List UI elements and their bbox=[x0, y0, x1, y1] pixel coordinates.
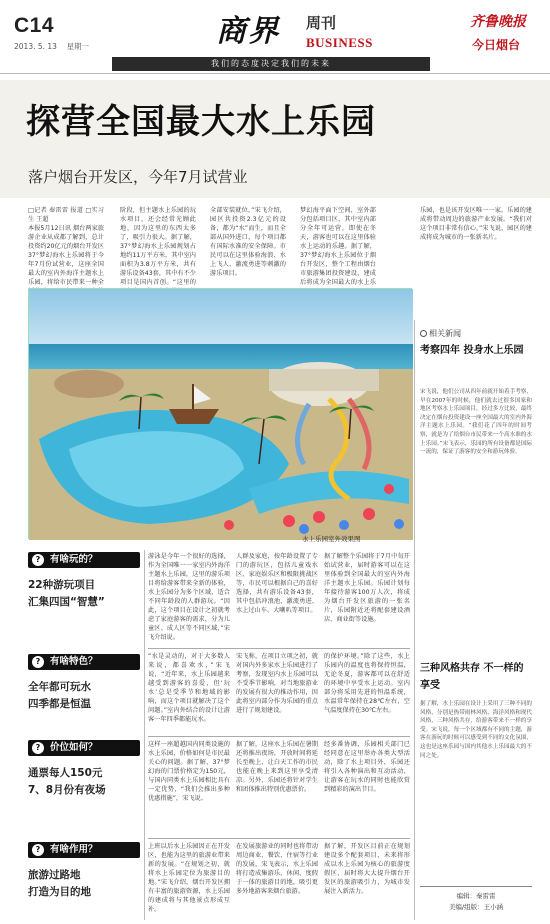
article-column-4: 梦幻海平面下空间，室外部分包括项目区，其中室内部分全年可运营，即使在冬天，游客也可以在这里体验水上运动的乐趣。据了解，37°梦幻海水上乐园位于烟台开发区，整个工程由烟台市旅游集团投资建设，建成后将成为全国最大的水上乐 bbox=[300, 207, 376, 286]
photo-caption: 水上乐园室外效果图 bbox=[302, 535, 361, 543]
section-feature-col-2: 宋飞称，在项目立项之初，就对国内外多家水上乐园进行了考察，发现室内水上乐园可以不受季节影响，对当地旅游业的发展有很大的推动作用，因此将室内部分作为乐园的重点进行了规划建设。 bbox=[236, 653, 318, 714]
section-divider bbox=[148, 838, 410, 839]
section-price-col-2: 据了解，这座水上乐园在暑期还将推出夜场，开放时间将延长至晚上，让白天工作的市民也能在晚上来到这里享受清凉。另外，乐园还将针对学生和团体推出特别优惠票价。 bbox=[236, 741, 318, 793]
qa-item-1 bbox=[28, 552, 140, 611]
water-park-illustration bbox=[29, 289, 413, 540]
qa-answer: 通票每人150元 7、8月份有夜场 bbox=[28, 767, 106, 796]
section-target-col-1: 上班以后水上乐园因正在开发区，也能为这里的旅游业带来新的发展。“在规划之初，就将水上乐园定位为旅游目的地。”宋飞介绍，烟台开发区拥有丰富的旅游资源，水上乐园的建成将与其他景点形成互补。 bbox=[148, 843, 230, 913]
edition-name: 今日烟台 bbox=[472, 38, 521, 52]
qa-answer: 旅游过路地 打造为目的地 bbox=[28, 869, 91, 898]
question-icon: ? bbox=[32, 554, 44, 566]
qa-question: ? 有啥玩的？ bbox=[28, 552, 140, 568]
sidebar-divider bbox=[414, 320, 415, 920]
qa-item-4 bbox=[28, 842, 140, 901]
article-column-3: 全部安装就位，”宋飞介绍，园区共投资2.3亿元的设备，都为“水”而生，而且全部从国外进口，每个项目都有国际水准的安全保障。市民可以在这里体验海浪、水上飞人、激流勇进等刺激的游乐项目。 bbox=[210, 207, 286, 277]
bullet-icon bbox=[420, 330, 427, 337]
column-text: 本报5月12日讯 烟台两家旅游企业从成都了解到，总计投资约20亿元的烟台开发区37°梦幻海水上乐园将于今年7月份试营业，这座全国最大的室内外海洋主题水上乐园，将给市民带来一种全 bbox=[28, 225, 104, 286]
article-column-1 bbox=[28, 206, 104, 286]
qa-question: ? 有啥作用？ bbox=[28, 842, 140, 858]
question-icon: ? bbox=[32, 844, 44, 856]
brand-en: BUSINESS bbox=[306, 35, 373, 50]
section-price-col-3: 经多番协调，乐园相关部门已经同意在这里举办各类大型活动，除了水上项目外，乐园还将引入各种演出和互动活动，让游客在玩水的同时也能欣赏到精彩的演出节目。 bbox=[324, 741, 410, 793]
section-play-col-3: 据了解整个乐园将于7月中旬开始试营业，届时游客可以在这里体验到全国最大的室内外海洋主题水上乐园。乐园计划每年接待游客100万人次，将成为烟台开发区旅游的一张名片，乐园附近还将配套建设酒店、商业街等设施。 bbox=[324, 553, 410, 623]
related-title-2: 三种风格共存 不一样的享受 bbox=[420, 663, 524, 691]
date: 2013. 5. 13 bbox=[14, 42, 57, 51]
water-park-rendering bbox=[28, 288, 412, 539]
designer: 美编/组版：王小涵 bbox=[448, 903, 504, 911]
article-column-4b bbox=[390, 206, 408, 282]
section-target-col-3: 据了解，开发区目前正在规划建设多个配套项目，未来将形成以水上乐园为核心的旅游度假区，届时将大大提升烟台开发区的旅游吸引力，为城市发展注入新活力。 bbox=[324, 843, 410, 895]
subheadline: 落户烟台开发区，今年7月试营业 bbox=[28, 168, 248, 186]
related-title-1: 考察四年 投身水上乐园 bbox=[420, 345, 524, 356]
related-tag-label: 相关新闻 bbox=[429, 329, 461, 338]
slogan-bar: 我们的态度决定我们的未来 bbox=[112, 57, 430, 71]
qa-answer: 全年都可玩水 四季都是恒温 bbox=[28, 681, 91, 710]
issue-date bbox=[14, 41, 89, 52]
headline: 探营全国最大水上乐园 bbox=[26, 102, 376, 142]
article-column-5: 乐园，也是该开发区唯一一家。乐园的建成将带动周边的旅游产业发展。“我们对这个项目非常有信心，”宋飞说，园区的建成将成为城市的一张新名片。 bbox=[420, 207, 532, 241]
qa-question: ? 价位如何？ bbox=[28, 740, 140, 756]
byline: □记者 秦雷雷 报道 □实习生 王超 bbox=[28, 207, 104, 223]
section-divider bbox=[148, 648, 410, 649]
headline-area bbox=[0, 80, 550, 198]
page-number: C14 bbox=[14, 14, 55, 37]
section-play-col-1: 游泳是今年一个很好的选择，作为全国唯一一家室内外海洋主题水上乐园，这里的游乐项目将给游客带来全新的体验，水上乐园分为多个区域，适合不同年龄段的人群游玩。“因此，这个项目在设计之初就考虑了家庭游客的需求，分为儿童区、成人区等不同区域，”宋飞介绍说。 bbox=[148, 553, 230, 641]
related-text-2: 据了解，水上乐园在设计上采用了三种不同的风格，分别是热带雨林风格、海洋风格和现代风格，三种风格共存，给游客带来不一样的享受。宋飞说，每一个区域都有不同的主题，游客在游玩的时候可以感受到不同的文化氛围，这也是这座乐园与国内其他水上乐园最大的不同之处。 bbox=[420, 701, 532, 759]
related-text-1: 宋飞说，他们公司从四年前就开始着手考察，早在2007年的时候，他们就去过很多国家和地区考察水上乐园项目，经过多方比较，最终决定在烟台投资建设一座全国最大的室内外海洋主题水上乐园。“我们花了四年的时间考察，就是为了给烟台市民带来一个高水准的水上乐园。”宋飞表示，乐园的所有设备都是国际一流的，保证了游客的安全和游玩体验。 bbox=[420, 389, 532, 456]
qa-item-2 bbox=[28, 654, 140, 713]
related-news-tag bbox=[420, 328, 461, 339]
section-feature-col-1: “水是灵动的，对于大多数人来说，都喜欢水，”宋飞说，“近年来，水上乐园越来越受到游客的喜爱，但‘玩水’总是受季节和地域的影响，而这个项目就解决了这个问题。”室内外结合的设计让游客一年四季都能玩水。 bbox=[148, 653, 230, 723]
section-play-col-2: 人群及家庭，按年龄设置了专门的游玩区，包括儿童戏水区、家庭娱乐区和极限挑战区等，市民可以根据自己的喜好选择，共有游乐设备43套，其中包括冲浪池、激流勇进、水上过山车、大喇叭等项目。 bbox=[236, 553, 318, 614]
brand-logo-cn: 商界 bbox=[216, 14, 280, 49]
weekday: 星期一 bbox=[66, 42, 89, 51]
qa-answer: 22种游玩项目 汇集四国“智慧” bbox=[28, 579, 105, 608]
editor-credits bbox=[420, 886, 532, 916]
editor: 编辑：秦雷雷 bbox=[456, 892, 496, 900]
newspaper-logo: 齐鲁晚报 bbox=[470, 14, 526, 30]
question-icon: ? bbox=[32, 656, 44, 668]
question-icon: ? bbox=[32, 742, 44, 754]
qa-divider bbox=[144, 550, 145, 920]
section-target-col-2: 在发展旅游业的同时也将带动周边商业、餐饮、住宿等行业的发展，宋飞表示，水上乐园将打造成集游乐、休闲、度假于一体的旅游目的地，吸引更多外地游客来烟台旅游。 bbox=[236, 843, 318, 895]
section-feature-col-3: 的保护环境。”除了这些，水上乐园内的温度也将保持恒温，无论冬夏，游客都可以在舒适的环境中享受水上运动。室内部分将采用先进的恒温系统，水温常年保持在28℃左右，空气温度保持在30℃左右。 bbox=[324, 653, 410, 714]
masthead bbox=[0, 0, 550, 74]
brand-weekly: 周刊 bbox=[306, 14, 337, 32]
section-divider bbox=[148, 736, 410, 737]
article-column-2: 阶段，但主题水上乐园的玩水项目，还会经常光顾此地，因为这里的东西太多了，吸引力很大。据了解，37°梦幻海水上乐园规划占地约11万平方米，其中室内面积为3.8万平方米，共有游乐设备43套，其中有不少项目是国内首创。“这里的 bbox=[120, 207, 196, 286]
section-price-col-1: 这样一座超越国内同类设施的水上乐园，价格如何是市民最关心的问题。据了解，37°梦幻海的门票价格定为150元，与国内同类水上乐园相比具有一定优势，“我们会推出多种优惠措施”，宋飞说。 bbox=[148, 741, 230, 802]
qa-question: ? 有啥特色？ bbox=[28, 654, 140, 670]
qa-item-3 bbox=[28, 740, 140, 799]
